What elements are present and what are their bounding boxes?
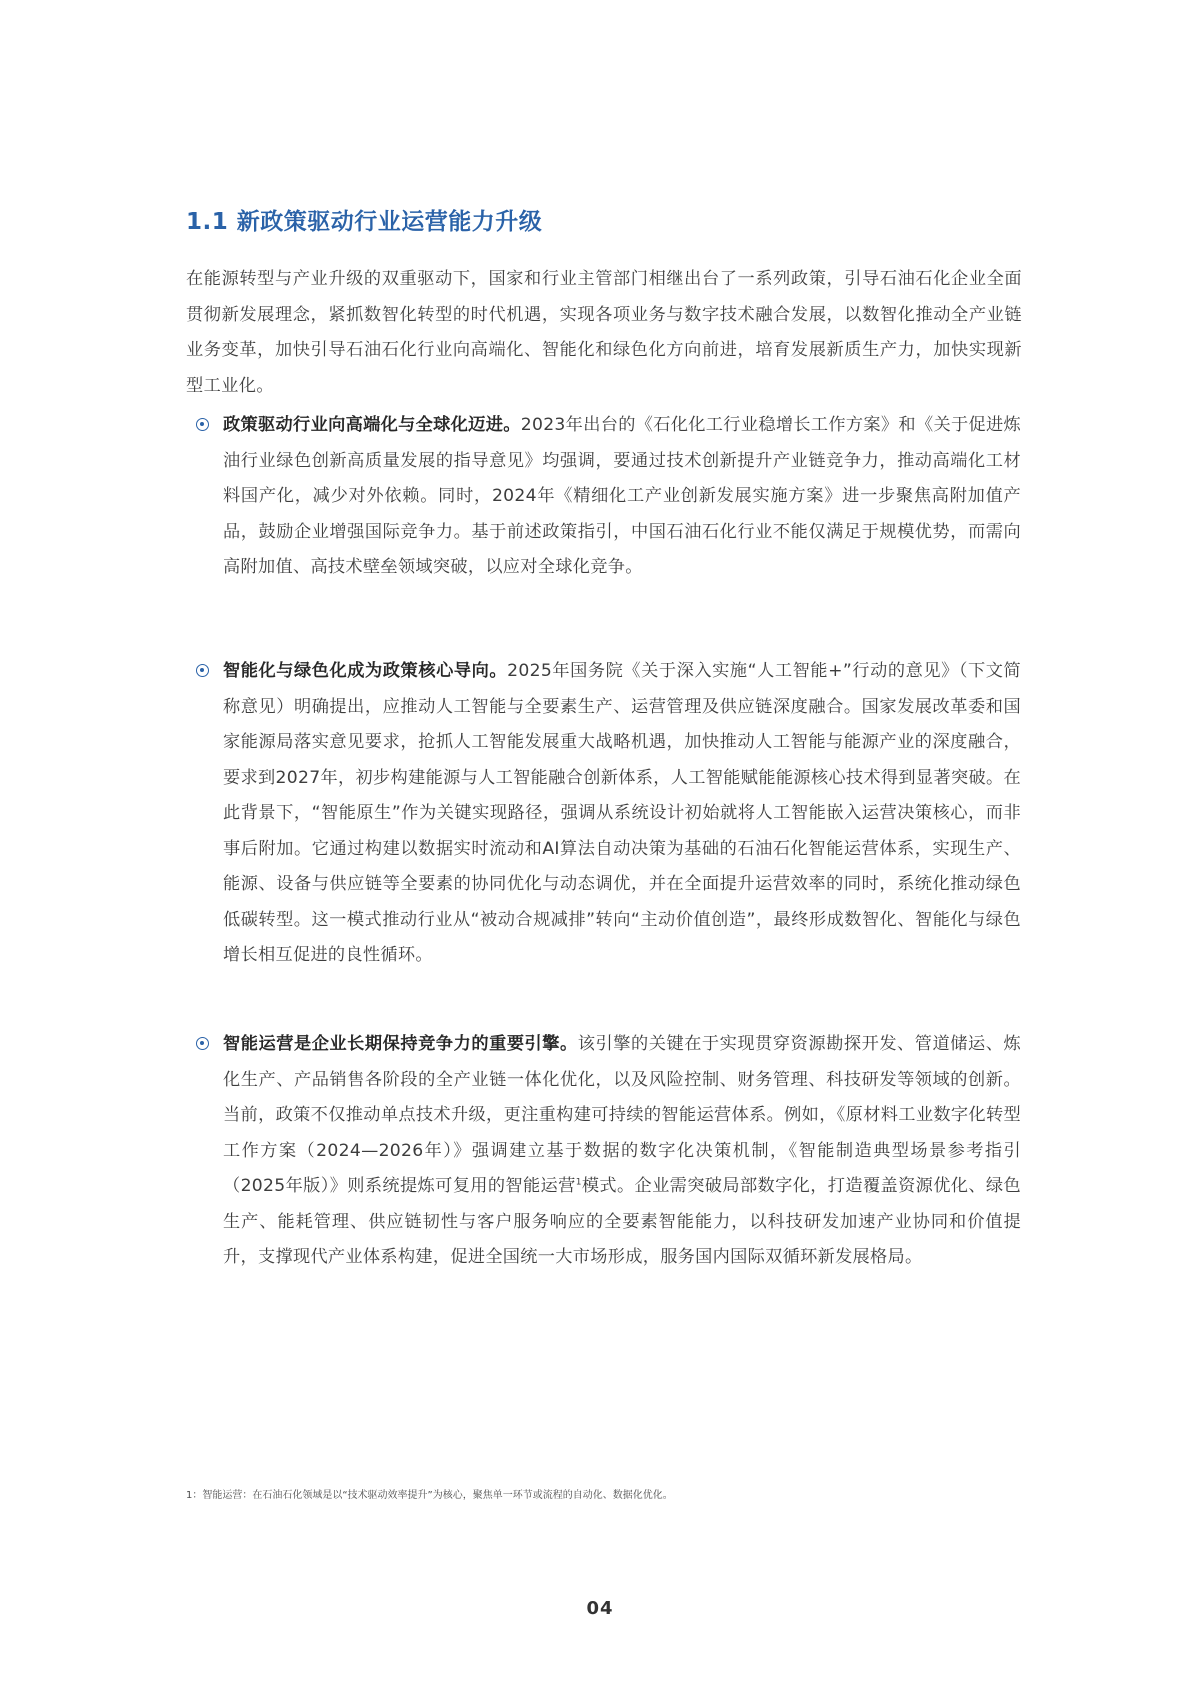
bullet-body: 2023年出台的《石化化工行业稳增长工作方案》和《关于促进炼油行业绿色创新高质量发展的指导意见》均强调，要通过技术创新提升产业链竞争力，推动高端化工材料国产化，减少对外依赖。同时，2024年《精细化工产业创新发展实施方案》进一步聚焦高附加值产品，鼓励企业增强国际竞争力。基于前述政策指引，中国石油石化行业不能仅满足于规模优势，而需向高附加值、高技术壁垒领域突破，以应对全球化竞争。 [223,415,1021,577]
bullet-body: 该引擎的关键在于实现贯穿资源勘探开发、管道储运、炼化生产、产品销售各阶段的全产业链一体化优化，以及风险控制、财务管理、科技研发等领域的创新。当前，政策不仅推动单点技术升级，更注重构建可持续的智能运营体系。例如，《原材料工业数字化转型工作方案（2024—2026年）》强调建立基于数据的数字化决策机制，《智能制造典型场景参考指引（2025年版）》则系统提炼可复用的智能运营 [223,1034,1021,1196]
target-bullet-icon [196,664,209,677]
footnote-reference[interactable]: 1 [575,1177,582,1188]
target-bullet-icon [196,418,209,431]
section-title: 1.1 新政策驱动行业运营能力升级 [186,209,543,235]
target-bullet-icon [196,1037,209,1050]
footnote: 1：智能运营：在石油石化领域是以“技术驱动效率提升”为核心，聚焦单一环节或流程的自动化、数据化优化。 [186,1490,673,1501]
bullet-paragraph [223,408,1021,586]
intro-paragraph: 在能源转型与产业升级的双重驱动下，国家和行业主管部门相继出台了一系列政策，引导石油石化企业全面贯彻新发展理念，紧抓数智化转型的时代机遇，实现各项业务与数字技术融合发展，以数智化推动全产业链业务变革，加快引导石油石化行业向高端化、智能化和绿色化方向前进，培育发展新质生产力，加快实现新型工业化。 [186,269,1022,396]
bullet-paragraph [223,654,1021,974]
bullet-body-continued: 模式。企业需突破局部数字化，打造覆盖资源优化、绿色生产、能耗管理、供应链韧性与客户服务响应的全要素智能能力，以科技研发加速产业协同和价值提升，支撑现代产业体系构建，促进全国统一大市场形成，服务国内国际双循环新发展格局。 [223,1176,1021,1267]
bullet-lead: 智能化与绿色化成为政策核心导向。 [223,661,508,681]
bullet-lead: 智能运营是企业长期保持竞争力的重要引擎。 [223,1034,578,1054]
page-number: 04 [586,1598,614,1619]
bullet-body: 2025年国务院《关于深入实施“人工智能+”行动的意见》（下文简称意见）明确提出，应推动人工智能与全要素生产、运营管理及供应链深度融合。国家发展改革委和国家能源局落实意见要求，抢抓人工智能发展重大战略机遇，加快推动人工智能与能源产业的深度融合，要求到2027年，初步构建能源与人工智能融合创新体系，人工智能赋能能源核心技术得到显著突破。在此背景下，“智能原生”作为关键实现路径，强调从系统设计初始就将人工智能嵌入运营决策核心，而非事后附加。它通过构建以数据实时流动和AI算法自动决策为基础的石油石化智能运营体系，实现生产、能源、设备与供应链等全要素的协同优化与动态调优，并在全面提升运营效率的同时，系统化推动绿色低碳转型。这一模式推动行业从“被动合规减排”转向“主动价值创造”，最终形成数智化、智能化与绿色增长相互促进的良性循环。 [223,661,1021,965]
bullet-lead: 政策驱动行业向高端化与全球化迈进。 [223,415,521,435]
bullet-paragraph [223,1027,1021,1276]
